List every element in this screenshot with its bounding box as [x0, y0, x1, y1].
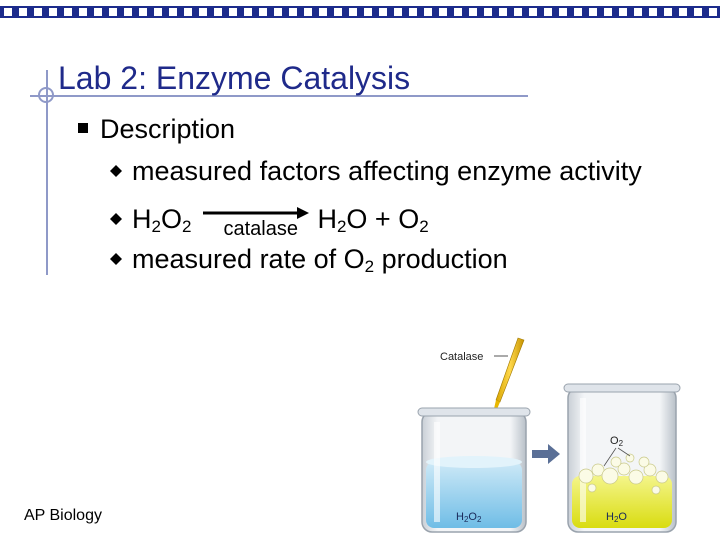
- top-decorative-bar: [0, 0, 720, 22]
- sub-bullet-rate: measured rate of $O_2$ production: [110, 244, 508, 275]
- top-bar-square: [94, 8, 102, 16]
- top-bar-square: [274, 8, 282, 16]
- top-bar-square: [34, 8, 42, 16]
- top-bar-square: [184, 8, 192, 16]
- top-bar-square: [289, 8, 297, 16]
- top-bar-square: [169, 8, 177, 16]
- top-bar-square: [19, 8, 27, 16]
- dropper-label: Catalase: [440, 351, 484, 363]
- top-bar-square: [649, 8, 657, 16]
- top-bar-square: [619, 8, 627, 16]
- top-bar-square: [364, 8, 372, 16]
- top-bar-square: [349, 8, 357, 16]
- top-bar-square: [409, 8, 417, 16]
- top-bar-square: [694, 8, 702, 16]
- top-bar-square: [259, 8, 267, 16]
- top-bar-square: [124, 8, 132, 16]
- left-beaker-label: H2O2: [456, 511, 482, 524]
- sub-bullet-reaction: [110, 204, 429, 240]
- top-bar-square: [379, 8, 387, 16]
- reactant: $H_2O_2$: [132, 204, 192, 236]
- top-bar-square: [304, 8, 312, 16]
- top-bar-square: [544, 8, 552, 16]
- footer-label: AP Biology: [24, 507, 102, 524]
- products: $H_2O + O_2$: [317, 204, 429, 236]
- top-bar-square: [244, 8, 252, 16]
- top-bar-square: [79, 8, 87, 16]
- top-bar-square: [454, 8, 462, 16]
- top-bar-square: [559, 8, 567, 16]
- top-bar-square: [214, 8, 222, 16]
- top-bar-square: [604, 8, 612, 16]
- top-bar-square: [394, 8, 402, 16]
- top-bar-square: [634, 8, 642, 16]
- top-bar-square: [499, 8, 507, 16]
- enzyme-label: catalase: [223, 217, 298, 240]
- left-beaker: [418, 408, 530, 532]
- top-bar-square: [574, 8, 582, 16]
- top-bar-square: [679, 8, 687, 16]
- top-bar-square: [4, 8, 12, 16]
- sub-bullet-factors-text: measured factors affecting enzyme activity: [132, 156, 642, 186]
- top-bar-square: [424, 8, 432, 16]
- gas-label: O2: [610, 435, 624, 448]
- top-bar-square: [514, 8, 522, 16]
- sub-bullet-factors: [110, 156, 642, 187]
- slide-title: Lab 2: Enzyme Catalysis: [58, 60, 411, 96]
- bullet-description-label: Description: [100, 114, 236, 144]
- top-bar-square: [139, 8, 147, 16]
- diamond-bullet-icon: [110, 253, 122, 265]
- top-bar-square: [469, 8, 477, 16]
- top-bar-square: [49, 8, 57, 16]
- top-bar-square: [154, 8, 162, 16]
- top-bar-square: [484, 8, 492, 16]
- top-bar-square: [199, 8, 207, 16]
- right-beaker-label: H2O: [606, 511, 627, 524]
- top-bar-square: [529, 8, 537, 16]
- top-bar-square: [709, 8, 717, 16]
- top-bar-square: [319, 8, 327, 16]
- reaction-arrow: [201, 206, 311, 240]
- square-bullet-icon: [78, 123, 88, 133]
- top-bar-square: [229, 8, 237, 16]
- top-bar-square: [439, 8, 447, 16]
- diamond-bullet-icon: [110, 165, 122, 177]
- top-bar-square: [334, 8, 342, 16]
- crosshair-circle-icon: [38, 87, 54, 103]
- catalase-beaker-illustration: [400, 336, 720, 540]
- top-band: [0, 6, 720, 18]
- bullet-description: [78, 114, 235, 145]
- top-bar-square: [64, 8, 72, 16]
- top-bar-square: [109, 8, 117, 16]
- right-beaker: [564, 384, 680, 532]
- top-bar-square: [589, 8, 597, 16]
- top-bar-square: [664, 8, 672, 16]
- transition-arrow-icon: [532, 444, 560, 464]
- diamond-bullet-icon: [110, 213, 122, 225]
